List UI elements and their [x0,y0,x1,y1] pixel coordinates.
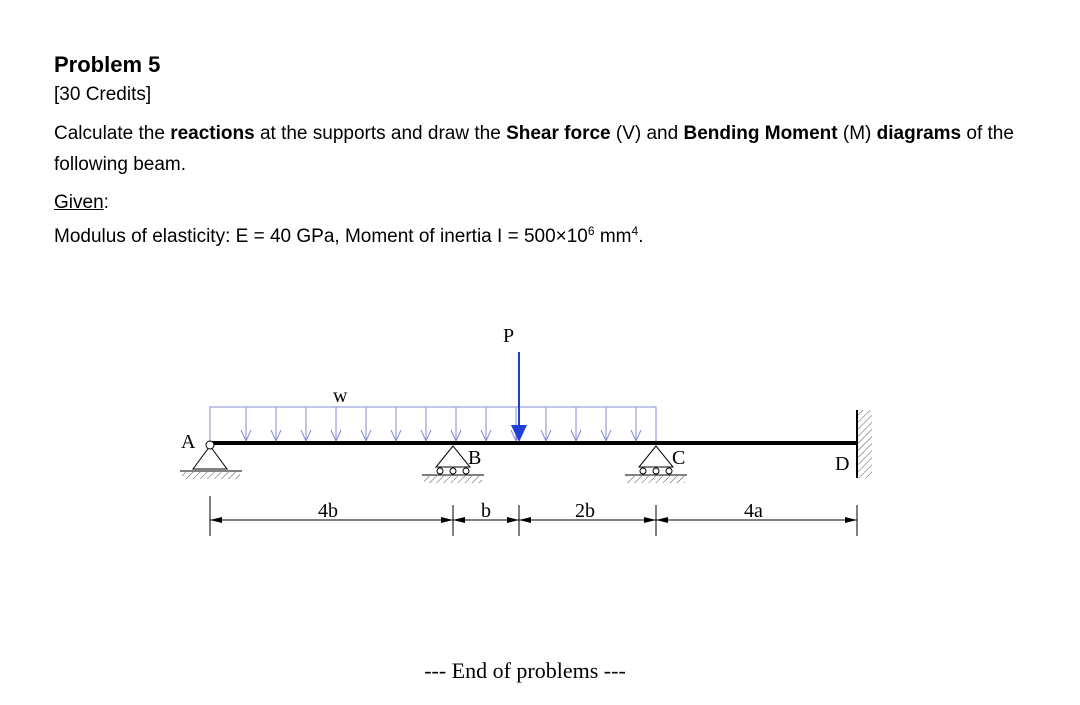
statement-text: (M) [837,123,877,144]
exponent-4: 4 [631,224,639,238]
dimension-label-4a: 4a [744,500,763,522]
statement-bold-diagrams: diagrams [876,123,962,144]
statement-bold-moment: Bending Moment [683,123,838,144]
dimension-label-2b: 2b [575,500,595,522]
point-d-label: D [835,453,850,475]
distributed-load-outline [210,407,656,442]
point-c-label: C [672,447,686,469]
problem-title: Problem 5 [54,52,161,77]
point-b-label: B [468,447,482,469]
point-load-arrow [511,352,527,442]
distributed-load-arrows [241,407,641,441]
dimension-label-4b: 4b [318,500,338,522]
statement-text: of the following beam. [54,123,1014,175]
exponent-6: 6 [587,224,595,238]
fixed-support-d [857,410,872,478]
distributed-load-label: w [333,385,348,407]
statement-text: at the supports and draw the [254,123,507,144]
dimension-label-b: b [481,500,491,522]
statement-text: (V) and [610,123,684,144]
point-a-label: A [181,431,196,453]
properties-text: Modulus of elasticity: E = 40 GPa, Moment of inertia I = 500×10 [54,226,588,247]
end-of-problems-note: --- End of problems --- [424,658,626,683]
unit-text: mm [594,226,632,247]
statement-bold-reactions: reactions [170,123,255,144]
distributed-load [210,407,656,442]
statement-bold-shear: Shear force [506,123,611,144]
period: . [638,226,644,247]
credits-label: [30 Credits] [54,84,152,105]
statement-text: Calculate the [54,123,171,144]
point-load-label: P [503,325,515,347]
given-colon: : [103,192,109,213]
given-label: Given [54,192,104,213]
